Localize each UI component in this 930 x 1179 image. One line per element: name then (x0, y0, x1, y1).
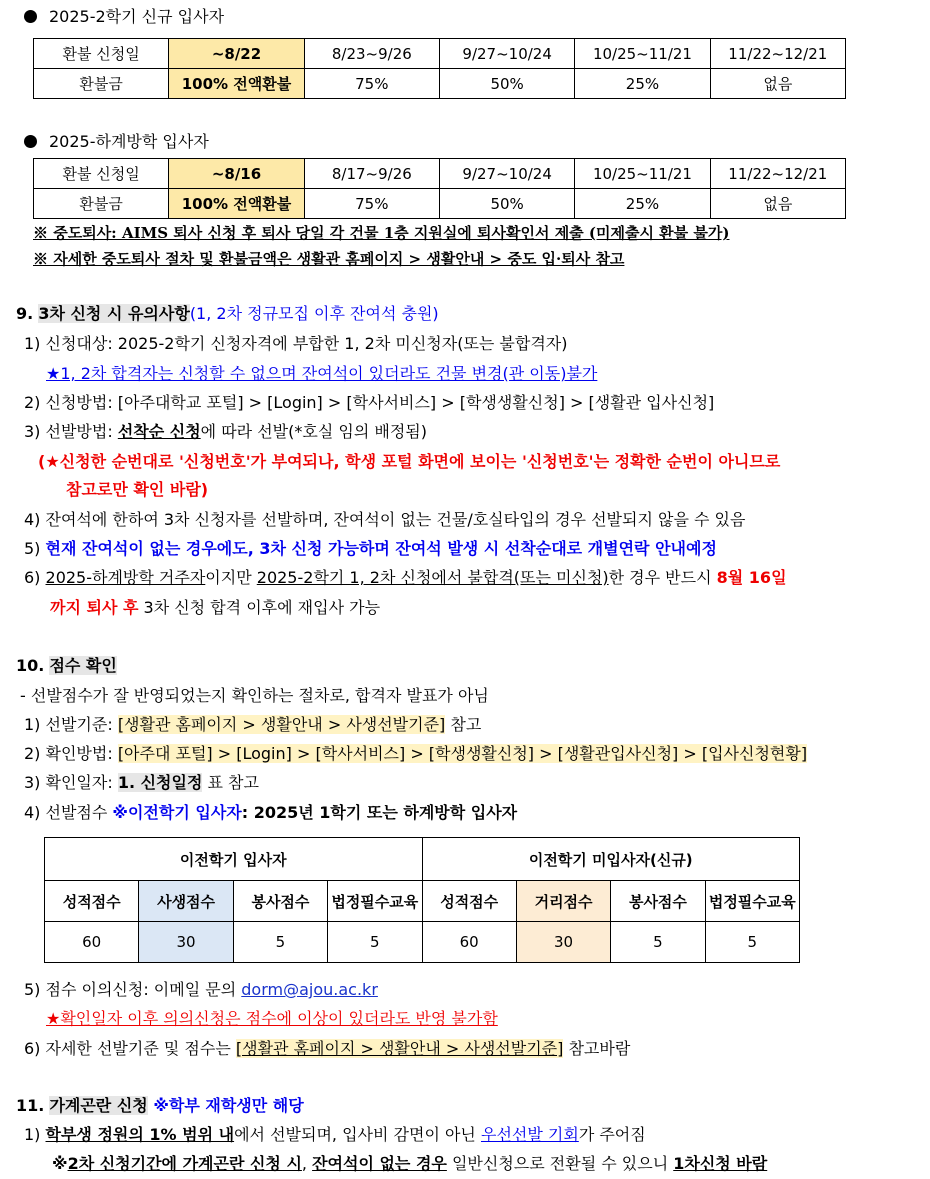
section-11-tag: ※학부 재학생만 해당 (147, 1096, 304, 1115)
sec9-item-5: 5) 현재 잔여석이 없는 경우에도, 3차 신청 가능하며 잔여석 발생 시 선착순대로 개별연락 안내예정 (24, 539, 717, 558)
group-header-prev: 이전학기 입사자 (45, 838, 423, 881)
column-header: 성적점수 (422, 881, 516, 922)
column-header: 성적점수 (45, 881, 139, 922)
column-header: 봉사점수 (611, 881, 705, 922)
sec10-item-2: 2) 확인방법: [아주대 포털] > [Login] > [학사서비스] > [학생생활신청] > [생활관입사신청] > [입사신청현황] (24, 744, 808, 763)
table-cell: 9/27~10/24 (439, 39, 574, 69)
section-11-title: 11. 가계곤란 신청 ※학부 재학생만 해당 (16, 1096, 304, 1115)
table-cell: 없음 (710, 69, 845, 99)
section-9-heading: 3차 신청 시 유의사항 (38, 304, 190, 323)
refund-table-1 (33, 38, 846, 99)
sec10-item-5: 5) 점수 이의신청: 이메일 문의 dorm@ajou.ac.kr (24, 980, 378, 999)
table-cell: 50% (439, 69, 574, 99)
table-cell: 10/25~11/21 (575, 39, 710, 69)
table-row (34, 189, 846, 219)
table-cell: 5 (328, 922, 422, 963)
table-cell: 8/23~9/26 (304, 39, 439, 69)
table-row (45, 881, 800, 922)
table-cell: 25% (575, 69, 710, 99)
table-row (45, 922, 800, 963)
table-cell: 60 (422, 922, 516, 963)
sec9-item-6-cont: 까지 퇴사 후 3차 신청 합격 이후에 재입사 가능 (50, 598, 381, 617)
sec10-item-5-note: ★확인일자 이후 의의신청은 점수에 이상이 있더라도 반영 불가함 (46, 1009, 498, 1028)
sec9-item-3-note-1: (★신청한 순번대로 '신청번호'가 부여되나, 학생 포털 화면에 보이는 '신청번호'는 정확한 순번이 아니므로 (38, 452, 781, 471)
table-cell: 5 (233, 922, 327, 963)
table-cell: 60 (45, 922, 139, 963)
column-header: 사생점수 (139, 881, 233, 922)
table-cell: 8/17~9/26 (304, 159, 439, 189)
table-cell: 50% (439, 189, 574, 219)
section-9-subtitle: (1, 2차 정규모집 이후 잔여석 충원) (189, 304, 439, 323)
section-9-title: 9. 3차 신청 시 유의사항(1, 2차 정규모집 이후 잔여석 충원) (16, 304, 439, 323)
sec9-item-4: 4) 잔여석에 한하여 3차 신청자를 선발하며, 잔여석이 없는 건물/호실타입의 경우 선발되지 않을 수 있음 (24, 510, 746, 529)
table-cell: 30 (139, 922, 233, 963)
table-cell: 75% (304, 189, 439, 219)
sec10-intro: - 선발점수가 잘 반영되었는지 확인하는 절차로, 합격자 발표가 아님 (20, 686, 489, 705)
table-row (34, 159, 846, 189)
table-cell: 75% (304, 69, 439, 99)
group-header-new: 이전학기 미입사자(신규) (422, 838, 800, 881)
section-11-heading: 가계곤란 신청 (49, 1096, 148, 1115)
sec9-item-1: 1) 신청대상: 2025-2학기 신청자격에 부합한 1, 2차 미신청자(또는 불합격자) (24, 334, 568, 353)
table-cell: 100% 전액환불 (169, 69, 304, 99)
sec9-item-2: 2) 신청방법: [아주대학교 포털] > [Login] > [학사서비스] > [학생생활신청] > [생활관 입사신청] (24, 393, 715, 412)
sec10-item-4: 4) 선발점수 ※이전학기 입사자: 2025년 1학기 또는 하계방학 입사자 (24, 803, 518, 822)
table-row (45, 838, 800, 881)
refund-heading-1: 2025-2학기 신규 입사자 (24, 6, 224, 28)
table-cell: 5 (705, 922, 799, 963)
bullet-icon (24, 10, 37, 23)
score-table (44, 837, 800, 963)
section-10-title: 10. 점수 확인 (16, 656, 117, 675)
refund-heading-2: 2025-하계방학 입사자 (24, 131, 209, 153)
table-row (34, 69, 846, 99)
table-cell: 환불금 (34, 69, 169, 99)
note-refund-details: ※ 자세한 중도퇴사 절차 및 환불금액은 생활관 홈페이지 > 생활안내 > 중도 입·퇴사 참고 (33, 250, 625, 268)
sec9-item-1-note: ★1, 2차 합격자는 신청할 수 없으며 잔여석이 있더라도 건물 변경(관 이동)불가 (46, 364, 598, 383)
bullet-icon (24, 135, 37, 148)
table-cell: 11/22~12/21 (710, 39, 845, 69)
table-cell: 환불 신청일 (34, 159, 169, 189)
column-header: 법정필수교육 (705, 881, 799, 922)
refund-table-2 (33, 158, 846, 219)
sec10-item-6: 6) 자세한 선발기준 및 점수는 [생활관 홈페이지 > 생활안내 > 사생선발기준] 참고바람 (24, 1039, 631, 1058)
table-cell: 없음 (710, 189, 845, 219)
table-cell: 환불 신청일 (34, 39, 169, 69)
table-cell: ~8/22 (169, 39, 304, 69)
sec9-item-3-note-2: 참고로만 확인 바람) (66, 480, 209, 499)
sec11-note: ※2차 신청기간에 가계곤란 신청 시, 잔여석이 없는 경우 일반신청으로 전환될 수 있으니 1차신청 바람 (52, 1154, 768, 1173)
table-row (34, 39, 846, 69)
section-10-heading: 점수 확인 (49, 656, 117, 675)
column-header: 봉사점수 (233, 881, 327, 922)
table-cell: 9/27~10/24 (439, 159, 574, 189)
sec9-item-3: 3) 선발방법: 선착순 신청에 따라 선발(*호실 임의 배정됨) (24, 422, 427, 441)
table-cell: 25% (575, 189, 710, 219)
sec9-item-6: 6) 2025-하계방학 거주자이지만 2025-2학기 1, 2차 신청에서 불합격(또는 미신청)한 경우 반드시 8월 16일 (24, 568, 787, 587)
table-cell: 30 (516, 922, 610, 963)
table-cell: 10/25~11/21 (575, 159, 710, 189)
email-link[interactable]: dorm@ajou.ac.kr (241, 980, 378, 999)
table-cell: 11/22~12/21 (710, 159, 845, 189)
note-withdrawal: ※ 중도퇴사: AIMS 퇴사 신청 후 퇴사 당일 각 건물 1층 지원실에 퇴사확인서 제출 (미제출시 환불 불가) (33, 224, 730, 242)
sec10-item-3: 3) 확인일자: 1. 신청일정 표 참고 (24, 773, 259, 792)
column-header: 거리점수 (516, 881, 610, 922)
table-cell: 100% 전액환불 (169, 189, 304, 219)
sec10-item-1: 1) 선발기준: [생활관 홈페이지 > 생활안내 > 사생선발기준] 참고 (24, 715, 482, 734)
sec11-item-1: 1) 학부생 정원의 1% 범위 내에서 선발되며, 입사비 감면이 아닌 우선선발 기회가 주어짐 (24, 1125, 646, 1144)
table-cell: 환불금 (34, 189, 169, 219)
table-cell: ~8/16 (169, 159, 304, 189)
column-header: 법정필수교육 (328, 881, 422, 922)
table-cell: 5 (611, 922, 705, 963)
